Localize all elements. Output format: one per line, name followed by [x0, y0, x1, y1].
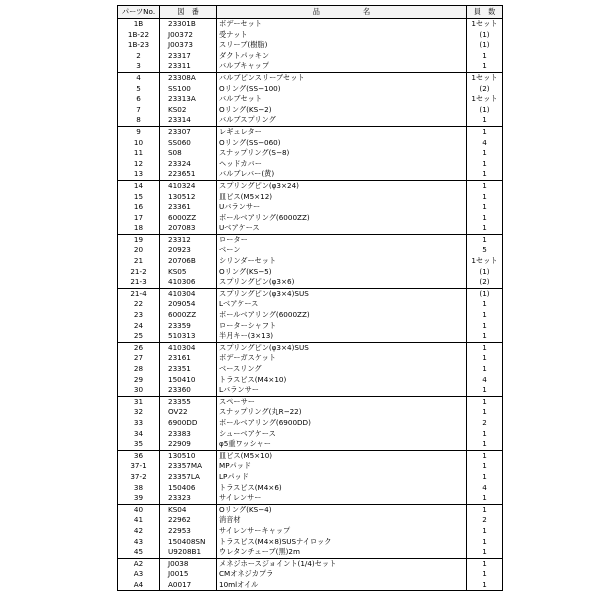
qty-cell: 1セット — [467, 256, 503, 267]
table-row — [118, 418, 503, 429]
name-cell: ダクトパッキン — [217, 51, 467, 62]
header-name: 品 名 — [217, 6, 467, 19]
part-no-cell: 21 — [118, 256, 160, 267]
part-no-cell: 39 — [118, 493, 160, 504]
header-part-no: パーツNo. — [118, 6, 160, 19]
part-no-cell: 41 — [118, 515, 160, 526]
table-row — [118, 526, 503, 537]
qty-cell: 1 — [467, 331, 503, 342]
name-cell: サイレンサーキャップ — [217, 526, 467, 537]
part-no-cell: 30 — [118, 385, 160, 396]
table-row — [118, 364, 503, 375]
name-cell: Lバランサー — [217, 385, 467, 396]
part-no-cell: 31 — [118, 396, 160, 407]
table-row — [118, 202, 503, 213]
table-row — [118, 450, 503, 461]
table-row — [118, 472, 503, 483]
part-no-cell: 27 — [118, 353, 160, 364]
qty-cell: (2) — [467, 84, 503, 95]
code-cell: 23361 — [160, 202, 217, 213]
code-cell: 22909 — [160, 439, 217, 450]
part-no-cell: 4 — [118, 72, 160, 83]
code-cell: 22953 — [160, 526, 217, 537]
part-no-cell: 1B — [118, 19, 160, 30]
code-cell: 23161 — [160, 353, 217, 364]
code-cell: 410306 — [160, 277, 217, 288]
code-cell: S08 — [160, 148, 217, 159]
qty-cell: 1 — [467, 407, 503, 418]
table-row — [118, 299, 503, 310]
code-cell: 23311 — [160, 61, 217, 72]
table-row — [118, 310, 503, 321]
name-cell: ボデーガスケット — [217, 353, 467, 364]
name-cell: Oリング(SS−060) — [217, 138, 467, 149]
code-cell: 6000ZZ — [160, 213, 217, 224]
qty-cell: 1 — [467, 450, 503, 461]
qty-cell: 1 — [467, 569, 503, 580]
table-row — [118, 40, 503, 51]
name-cell: LPパッド — [217, 472, 467, 483]
part-no-cell: 5 — [118, 84, 160, 95]
part-no-cell: 1B-22 — [118, 30, 160, 41]
part-no-cell: 42 — [118, 526, 160, 537]
code-cell: J00372 — [160, 30, 217, 41]
table-row — [118, 72, 503, 83]
part-no-cell: 14 — [118, 180, 160, 191]
table-row — [118, 483, 503, 494]
qty-cell: (1) — [467, 288, 503, 299]
qty-cell: (1) — [467, 40, 503, 51]
qty-cell: (1) — [467, 30, 503, 41]
table-row — [118, 169, 503, 180]
parts-table — [117, 5, 503, 591]
table-row — [118, 569, 503, 580]
table-row — [118, 558, 503, 569]
table-row — [118, 223, 503, 234]
code-cell: 23312 — [160, 234, 217, 245]
table-body — [118, 19, 503, 591]
name-cell: シリンダーセット — [217, 256, 467, 267]
code-cell: KS05 — [160, 267, 217, 278]
code-cell: J0038 — [160, 558, 217, 569]
table-row — [118, 234, 503, 245]
qty-cell: 1 — [467, 126, 503, 137]
name-cell: スナップリング(丸R−22) — [217, 407, 467, 418]
name-cell: Uベアケース — [217, 223, 467, 234]
part-no-cell: 15 — [118, 192, 160, 203]
code-cell: 23308A — [160, 72, 217, 83]
part-no-cell: 28 — [118, 364, 160, 375]
name-cell: MPパッド — [217, 461, 467, 472]
table-row — [118, 148, 503, 159]
name-cell: 皿ビス(M5×12) — [217, 192, 467, 203]
part-no-cell: 3 — [118, 61, 160, 72]
qty-cell: 1 — [467, 461, 503, 472]
name-cell: サイレンサー — [217, 493, 467, 504]
code-cell: 23357LA — [160, 472, 217, 483]
table-row — [118, 94, 503, 105]
part-no-cell: 16 — [118, 202, 160, 213]
qty-cell: 1セット — [467, 72, 503, 83]
name-cell: 半月キー(3×13) — [217, 331, 467, 342]
name-cell: スプリングピン(φ3×6) — [217, 277, 467, 288]
name-cell: Oリング(KS−5) — [217, 267, 467, 278]
code-cell: 223651 — [160, 169, 217, 180]
code-cell: A0017 — [160, 580, 217, 591]
part-no-cell: 38 — [118, 483, 160, 494]
qty-cell: 1 — [467, 51, 503, 62]
part-no-cell: 22 — [118, 299, 160, 310]
name-cell: トラスビス(M4×6) — [217, 483, 467, 494]
name-cell: 皿ビス(M5×10) — [217, 450, 467, 461]
code-cell: SS060 — [160, 138, 217, 149]
name-cell: ボールベアリング(6900DD) — [217, 418, 467, 429]
table-row — [118, 192, 503, 203]
qty-cell: 1 — [467, 526, 503, 537]
name-cell: スペーサー — [217, 396, 467, 407]
qty-cell: 1 — [467, 472, 503, 483]
qty-cell: 1 — [467, 180, 503, 191]
qty-cell: 5 — [467, 245, 503, 256]
code-cell: 23351 — [160, 364, 217, 375]
qty-cell: 1 — [467, 148, 503, 159]
name-cell: バルブレバー(黄) — [217, 169, 467, 180]
table-row — [118, 331, 503, 342]
code-cell: 23323 — [160, 493, 217, 504]
code-cell: 6000ZZ — [160, 310, 217, 321]
code-cell: KS04 — [160, 504, 217, 515]
qty-cell: 1 — [467, 385, 503, 396]
name-cell: トラスビス(M4×8)SUSナイロック — [217, 537, 467, 548]
part-no-cell: 13 — [118, 169, 160, 180]
code-cell: 23355 — [160, 396, 217, 407]
part-no-cell: 33 — [118, 418, 160, 429]
part-no-cell: 36 — [118, 450, 160, 461]
name-cell: バルブピンスリーブセット — [217, 72, 467, 83]
part-no-cell: 18 — [118, 223, 160, 234]
part-no-cell: 11 — [118, 148, 160, 159]
name-cell: ヘッドカバー — [217, 159, 467, 170]
qty-cell: 1セット — [467, 19, 503, 30]
qty-cell: 1 — [467, 580, 503, 591]
table-row — [118, 580, 503, 591]
name-cell: ローター — [217, 234, 467, 245]
code-cell: 23314 — [160, 115, 217, 126]
name-cell: シューベアケース — [217, 429, 467, 440]
table-row — [118, 105, 503, 116]
qty-cell: 1 — [467, 429, 503, 440]
qty-cell: 1 — [467, 342, 503, 353]
qty-cell: (1) — [467, 105, 503, 116]
name-cell: レギュレター — [217, 126, 467, 137]
table-row — [118, 138, 503, 149]
name-cell: ベーン — [217, 245, 467, 256]
name-cell: バルブセット — [217, 94, 467, 105]
code-cell: 150408SN — [160, 537, 217, 548]
part-no-cell: 26 — [118, 342, 160, 353]
table-row — [118, 547, 503, 558]
qty-cell: 1セット — [467, 94, 503, 105]
part-no-cell: 35 — [118, 439, 160, 450]
qty-cell: 4 — [467, 138, 503, 149]
code-cell: 23359 — [160, 321, 217, 332]
qty-cell: 1 — [467, 439, 503, 450]
qty-cell: (2) — [467, 277, 503, 288]
header-code: 図 番 — [160, 6, 217, 19]
table-row — [118, 515, 503, 526]
qty-cell: 1 — [467, 234, 503, 245]
part-no-cell: 24 — [118, 321, 160, 332]
part-no-cell: 1B-23 — [118, 40, 160, 51]
table-row — [118, 407, 503, 418]
table-row — [118, 537, 503, 548]
code-cell: OV22 — [160, 407, 217, 418]
part-no-cell: 43 — [118, 537, 160, 548]
qty-cell: 1 — [467, 321, 503, 332]
name-cell: バルブスプリング — [217, 115, 467, 126]
table-row — [118, 429, 503, 440]
code-cell: 410304 — [160, 342, 217, 353]
name-cell: ローターシャフト — [217, 321, 467, 332]
table-row — [118, 342, 503, 353]
part-no-cell: 23 — [118, 310, 160, 321]
part-no-cell: 17 — [118, 213, 160, 224]
name-cell: 受ナット — [217, 30, 467, 41]
name-cell: Uバランサー — [217, 202, 467, 213]
code-cell: SS100 — [160, 84, 217, 95]
table-row — [118, 159, 503, 170]
table-row — [118, 504, 503, 515]
table-row — [118, 321, 503, 332]
qty-cell: 1 — [467, 115, 503, 126]
table-row — [118, 375, 503, 386]
qty-cell: 1 — [467, 537, 503, 548]
table-row — [118, 256, 503, 267]
qty-cell: 1 — [467, 353, 503, 364]
code-cell: U9208B1 — [160, 547, 217, 558]
name-cell: Lベアケース — [217, 299, 467, 310]
qty-cell: 1 — [467, 202, 503, 213]
part-no-cell: 21-4 — [118, 288, 160, 299]
name-cell: メネジホースジョイント(1/4)セット — [217, 558, 467, 569]
code-cell: 22962 — [160, 515, 217, 526]
qty-cell: 1 — [467, 192, 503, 203]
part-no-cell: 40 — [118, 504, 160, 515]
qty-cell: 1 — [467, 364, 503, 375]
name-cell: CMオネジカプラ — [217, 569, 467, 580]
table-row — [118, 126, 503, 137]
code-cell: 23383 — [160, 429, 217, 440]
code-cell: 23301B — [160, 19, 217, 30]
name-cell: スリーブ(樹脂) — [217, 40, 467, 51]
code-cell: 23357MA — [160, 461, 217, 472]
part-no-cell: 45 — [118, 547, 160, 558]
part-no-cell: 29 — [118, 375, 160, 386]
name-cell: ボデーセット — [217, 19, 467, 30]
qty-cell: 2 — [467, 418, 503, 429]
part-no-cell: 8 — [118, 115, 160, 126]
code-cell: 410324 — [160, 180, 217, 191]
part-no-cell: 32 — [118, 407, 160, 418]
table-row — [118, 19, 503, 30]
part-no-cell: 21-2 — [118, 267, 160, 278]
table-row — [118, 180, 503, 191]
qty-cell: 1 — [467, 310, 503, 321]
name-cell: ウレタンチューブ(黒)2m — [217, 547, 467, 558]
qty-cell: 1 — [467, 159, 503, 170]
table-row — [118, 493, 503, 504]
code-cell: KS02 — [160, 105, 217, 116]
part-no-cell: A2 — [118, 558, 160, 569]
code-cell: 150410 — [160, 375, 217, 386]
qty-cell: 1 — [467, 169, 503, 180]
table-row — [118, 61, 503, 72]
table-row — [118, 288, 503, 299]
part-no-cell: 9 — [118, 126, 160, 137]
table-row — [118, 84, 503, 95]
code-cell: 510313 — [160, 331, 217, 342]
table-row — [118, 396, 503, 407]
qty-cell: 2 — [467, 515, 503, 526]
qty-cell: 1 — [467, 558, 503, 569]
code-cell: 410304 — [160, 288, 217, 299]
table-row — [118, 213, 503, 224]
name-cell: スプリングピン(φ3×4)SUS — [217, 288, 467, 299]
name-cell: ベースリング — [217, 364, 467, 375]
part-no-cell: 37-2 — [118, 472, 160, 483]
part-no-cell: 20 — [118, 245, 160, 256]
table-row — [118, 277, 503, 288]
code-cell: J00373 — [160, 40, 217, 51]
code-cell: 150406 — [160, 483, 217, 494]
table-row — [118, 385, 503, 396]
qty-cell: 1 — [467, 547, 503, 558]
table-header — [118, 6, 503, 19]
part-no-cell: 21-3 — [118, 277, 160, 288]
part-no-cell: A4 — [118, 580, 160, 591]
qty-cell: 1 — [467, 299, 503, 310]
name-cell: スナップリング(S−8) — [217, 148, 467, 159]
name-cell: Oリング(KS−2) — [217, 105, 467, 116]
table-row — [118, 353, 503, 364]
qty-cell: 4 — [467, 375, 503, 386]
name-cell: トラスビス(M4×10) — [217, 375, 467, 386]
table-row — [118, 461, 503, 472]
name-cell: ボールベアリング(6000ZZ) — [217, 213, 467, 224]
qty-cell: 4 — [467, 483, 503, 494]
header-qty: 員 数 — [467, 6, 503, 19]
code-cell: 23317 — [160, 51, 217, 62]
code-cell: 23313A — [160, 94, 217, 105]
code-cell: 207083 — [160, 223, 217, 234]
code-cell: J0015 — [160, 569, 217, 580]
name-cell: φ5重ワッシャー — [217, 439, 467, 450]
part-no-cell: 34 — [118, 429, 160, 440]
name-cell: バルブキャップ — [217, 61, 467, 72]
name-cell: スプリングピン(φ3×24) — [217, 180, 467, 191]
part-no-cell: 25 — [118, 331, 160, 342]
table-row — [118, 30, 503, 41]
part-no-cell: 10 — [118, 138, 160, 149]
part-no-cell: A3 — [118, 569, 160, 580]
table-row — [118, 245, 503, 256]
qty-cell: 1 — [467, 493, 503, 504]
table-row — [118, 439, 503, 450]
qty-cell: 1 — [467, 504, 503, 515]
code-cell: 20923 — [160, 245, 217, 256]
table-row — [118, 267, 503, 278]
name-cell: Oリング(KS−4) — [217, 504, 467, 515]
code-cell: 23324 — [160, 159, 217, 170]
part-no-cell: 12 — [118, 159, 160, 170]
code-cell: 130512 — [160, 192, 217, 203]
table-row — [118, 51, 503, 62]
code-cell: 209054 — [160, 299, 217, 310]
code-cell: 130510 — [160, 450, 217, 461]
qty-cell: 1 — [467, 213, 503, 224]
name-cell: 10mlオイル — [217, 580, 467, 591]
part-no-cell: 7 — [118, 105, 160, 116]
qty-cell: 1 — [467, 61, 503, 72]
table-row — [118, 115, 503, 126]
part-no-cell: 2 — [118, 51, 160, 62]
part-no-cell: 19 — [118, 234, 160, 245]
code-cell: 23307 — [160, 126, 217, 137]
name-cell: Oリング(SS−100) — [217, 84, 467, 95]
code-cell: 6900DD — [160, 418, 217, 429]
qty-cell: (1) — [467, 267, 503, 278]
code-cell: 20706B — [160, 256, 217, 267]
code-cell: 23360 — [160, 385, 217, 396]
name-cell: 消音材 — [217, 515, 467, 526]
name-cell: ボールベアリング(6000ZZ) — [217, 310, 467, 321]
qty-cell: 1 — [467, 396, 503, 407]
part-no-cell: 37-1 — [118, 461, 160, 472]
part-no-cell: 6 — [118, 94, 160, 105]
qty-cell: 1 — [467, 223, 503, 234]
name-cell: スプリングピン(φ3×4)SUS — [217, 342, 467, 353]
